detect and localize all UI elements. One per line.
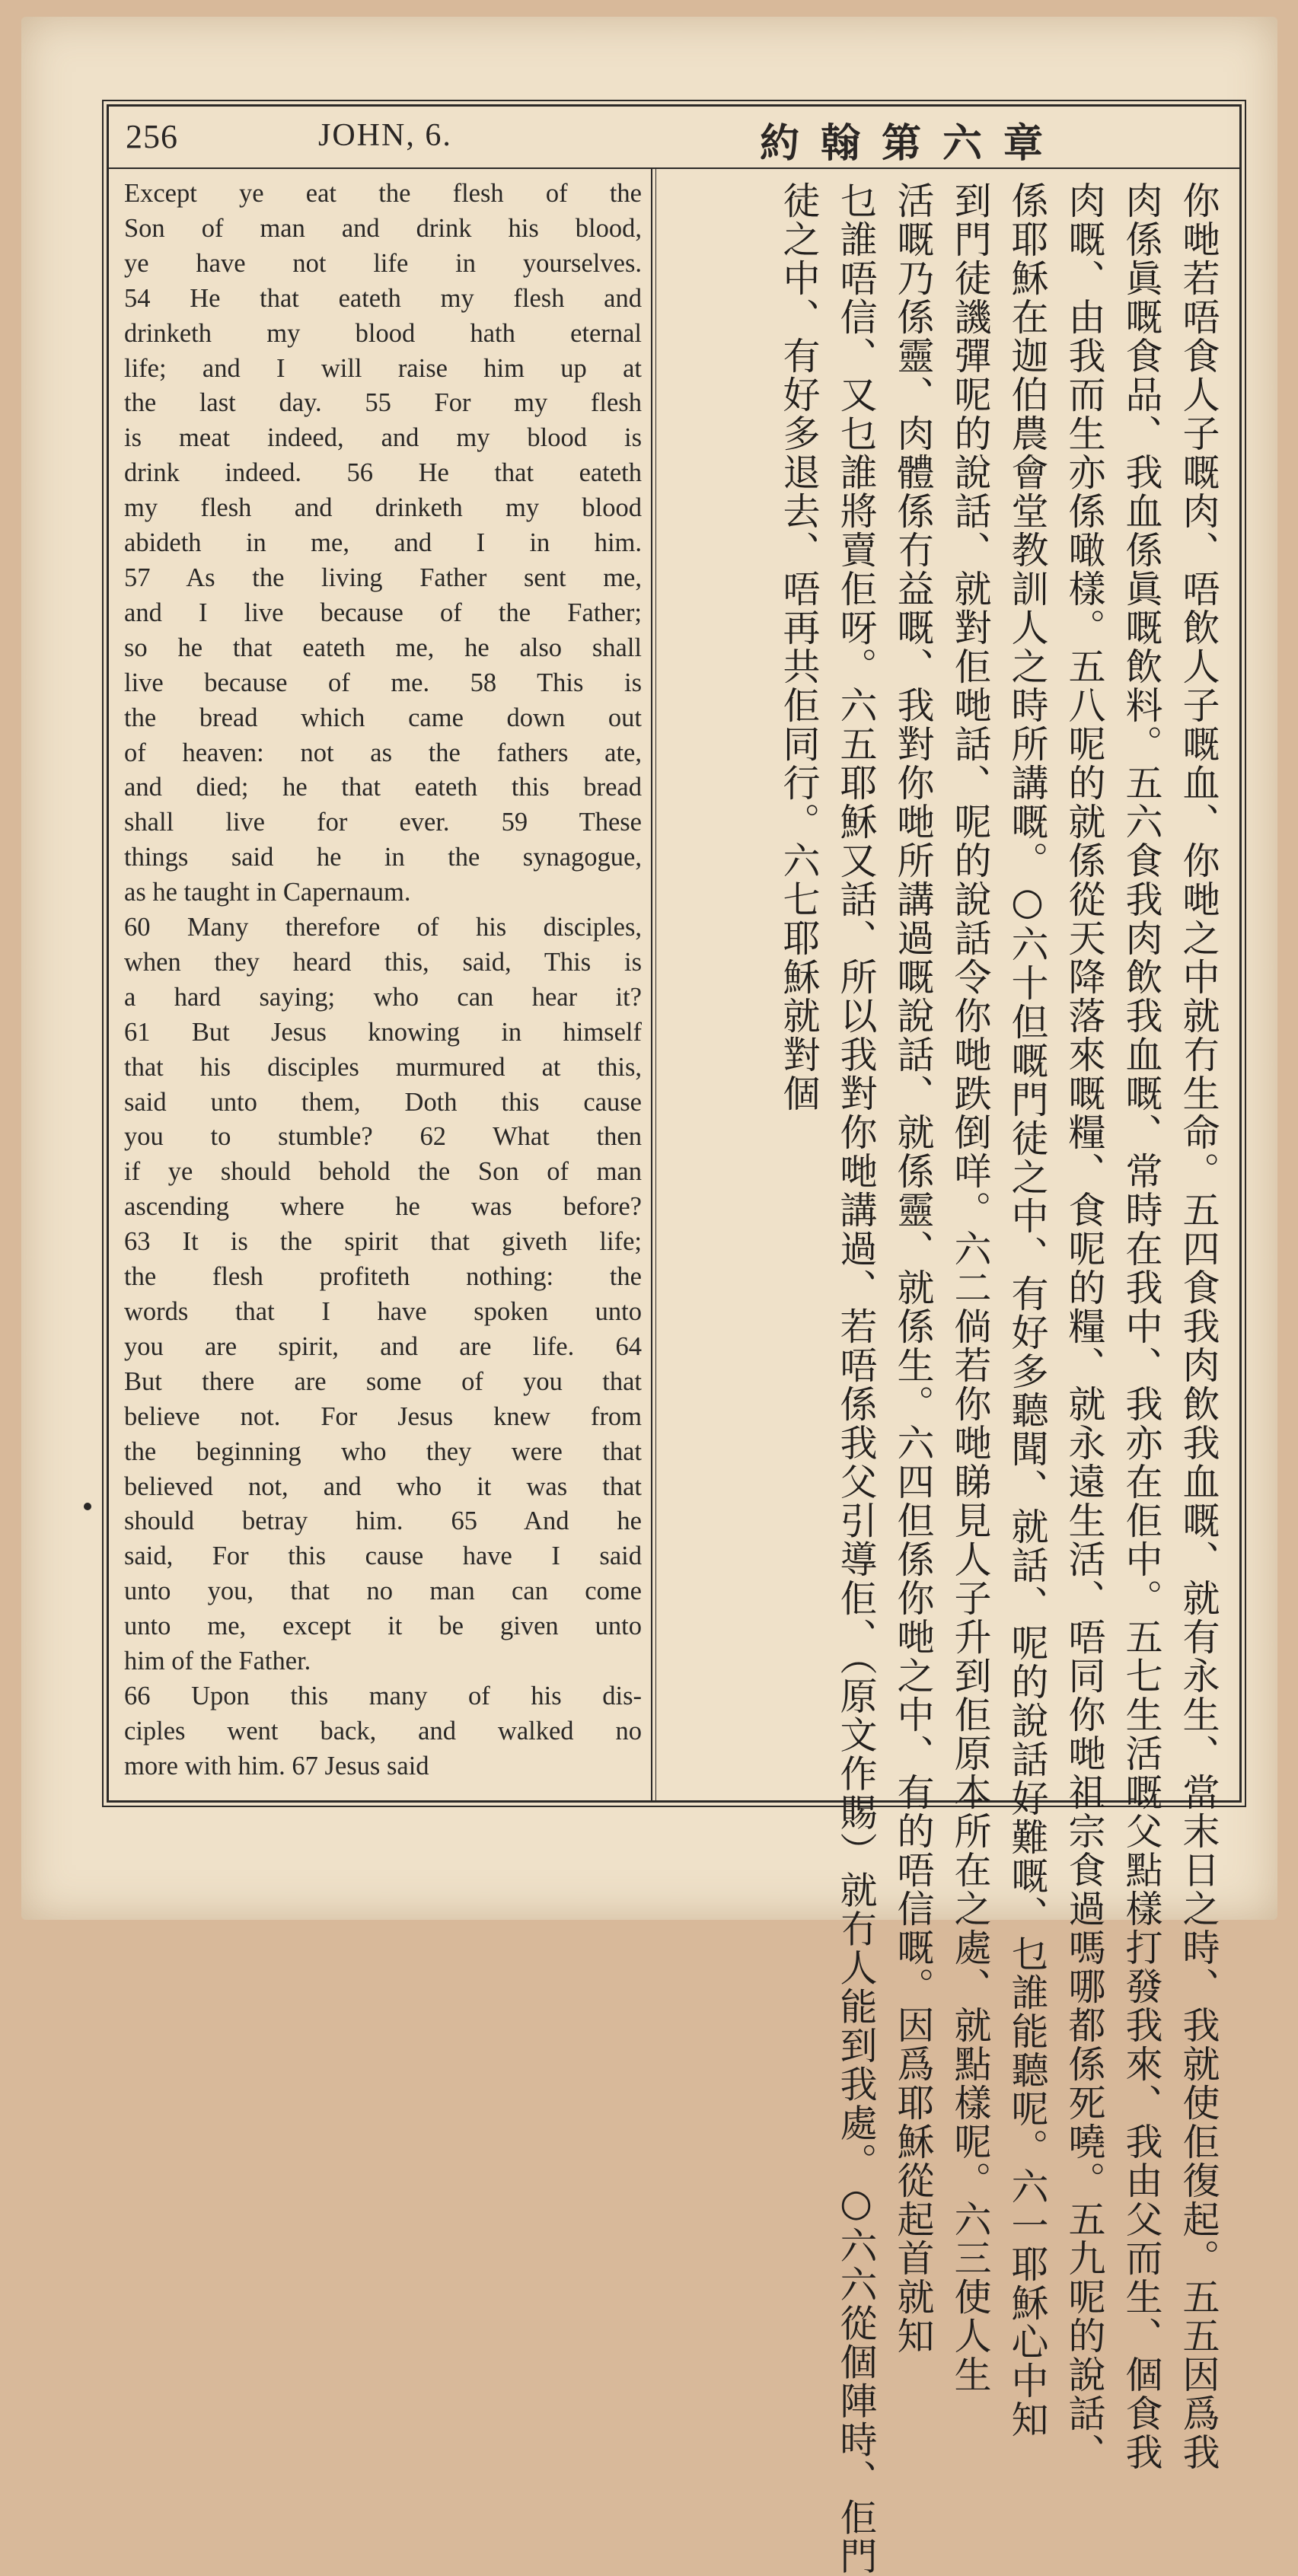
english-line: ascending where he was before?: [124, 1192, 642, 1222]
chinese-column: 你哋若唔食人子嘅肉、唔飲人子嘅血、你哋之中就冇生命。五四食我肉飲我血嘅、就有永生、當末日之時、我就使佢復起。五五因爲我: [1177, 181, 1220, 2472]
chinese-column: 活嘅乃係靈、肉體係冇益嘅、我對你哋所講過嘅說話、就係靈、就係生。六四但係你哋之中、有的唔信嘅。因爲耶穌從起首就知: [891, 181, 935, 2355]
english-line: life; and I will raise him up at: [124, 353, 642, 383]
english-line: my flesh and drinketh my blood: [124, 493, 642, 523]
chinese-heading: 約翰第六章: [759, 120, 1064, 167]
english-line: and I live because of the Father;: [124, 598, 642, 627]
english-line: so he that eateth me, he also shall: [124, 633, 642, 662]
english-line: things said he in the synagogue,: [124, 843, 642, 872]
ink-dot: [84, 1503, 91, 1510]
english-line: should betray him. 65 And he: [124, 1506, 642, 1536]
english-line: 57 As the living Father sent me,: [124, 563, 642, 592]
english-line: drink indeed. 56 He that eateth: [124, 458, 642, 488]
english-line: Except ye eat the flesh of the: [124, 179, 642, 208]
english-line: is meat indeed, and my blood is: [124, 423, 642, 453]
english-line: and died; he that eateth this bread: [124, 773, 642, 802]
page-frame: [107, 104, 1242, 2576]
english-line: shall live for ever. 59 These: [124, 808, 642, 837]
english-line: drinketh my blood hath eternal: [124, 318, 642, 348]
english-line: words that I have spoken unto: [124, 1297, 642, 1326]
chinese-text-column: [664, 181, 1227, 2576]
english-line: believe not. For Jesus knew from: [124, 1401, 642, 1431]
english-line: if ye should behold the Son of man: [124, 1157, 642, 1187]
chinese-column: 到門徒譏彈呢的說話、就對佢哋話、呢的說話令你哋跌倒咩。六二倘若你哋睇見人子升到佢原本所在之處、就點樣呢。六三使人生: [949, 181, 992, 2394]
page-header: [109, 107, 1239, 169]
english-line: a hard saying; who can hear it?: [124, 982, 642, 1012]
page-number: 256: [126, 118, 178, 155]
english-line: you are spirit, and are life. 64: [124, 1331, 642, 1361]
running-head: JOHN, 6.: [318, 118, 452, 153]
english-line: him of the Father.: [124, 1647, 311, 1676]
english-line: abideth in me, and I in him.: [124, 528, 642, 558]
column-divider: [651, 167, 652, 1800]
english-line: 63 It is the spirit that giveth life;: [124, 1227, 642, 1257]
english-line: ye have not life in yourselves.: [124, 248, 642, 278]
english-line: ciples went back, and walked no: [124, 1716, 642, 1745]
english-line: the flesh profiteth nothing: the: [124, 1262, 642, 1292]
chinese-column: 係耶穌在迦伯農會堂教訓人之時所講嘅。○六十但嘅門徒之中、有好多聽聞、就話、呢的說話好難嘅、乜誰能聽呢。六一耶穌心中知: [1006, 181, 1049, 2439]
english-line: 66 Upon this many of his dis-: [124, 1681, 642, 1710]
english-line: unto you, that no man can come: [124, 1577, 642, 1606]
english-line: live because of me. 58 This is: [124, 668, 642, 697]
english-line: Son of man and drink his blood,: [124, 213, 642, 243]
english-line: But there are some of you that: [124, 1366, 642, 1396]
column-divider-inner: [655, 167, 656, 1800]
english-line: 61 But Jesus knowing in himself: [124, 1017, 642, 1047]
english-line: that his disciples murmured at this,: [124, 1052, 642, 1082]
english-line: as he taught in Capernaum.: [124, 878, 411, 907]
chinese-column: 乜誰唔信、又乜誰將賣佢呀。六五耶穌又話、所以我對你哋講過、若唔係我父引導佢、（原文作賜）就冇人能到我處。○六六從個陣時、佢門: [834, 181, 878, 2576]
chinese-column: 肉係眞嘅食品、我血係眞嘅飲料。五六食我肉飲我血嘅、常時在我中、我亦在佢中。五七生活嘅父點樣打發我來、我由父而生、個食我: [1120, 181, 1163, 2472]
english-line: when they heard this, said, This is: [124, 947, 642, 977]
english-line: you to stumble? 62 What then: [124, 1122, 642, 1152]
english-line: the bread which came down out: [124, 703, 642, 732]
english-line: of heaven: not as the fathers ate,: [124, 738, 642, 767]
english-line: more with him. 67 Jesus said: [124, 1751, 429, 1781]
english-line: the last day. 55 For my flesh: [124, 388, 642, 418]
english-line: said, For this cause have I said: [124, 1541, 642, 1571]
english-line: 54 He that eateth my flesh and: [124, 283, 642, 313]
chinese-column: 徒之中、有好多退去、唔再共佢同行。六七耶穌就對個: [777, 181, 821, 1113]
chinese-column: 肉嘅、由我而生亦係噉樣。五八呢的就係從天降落來嘅糧、食呢的糧、就永遠生活、唔同你哋祖宗食過嗎哪都係死嘵。五九呢的說話、: [1063, 181, 1106, 2472]
book-page: [21, 17, 1277, 2576]
english-line: 60 Many therefore of his disciples,: [124, 913, 642, 942]
english-line: unto me, except it be given unto: [124, 1612, 642, 1641]
english-text-column: [124, 177, 642, 1784]
english-line: the beginning who they were that: [124, 1436, 642, 1466]
english-line: believed not, and who it was that: [124, 1471, 642, 1501]
english-line: said unto them, Doth this cause: [124, 1087, 642, 1117]
